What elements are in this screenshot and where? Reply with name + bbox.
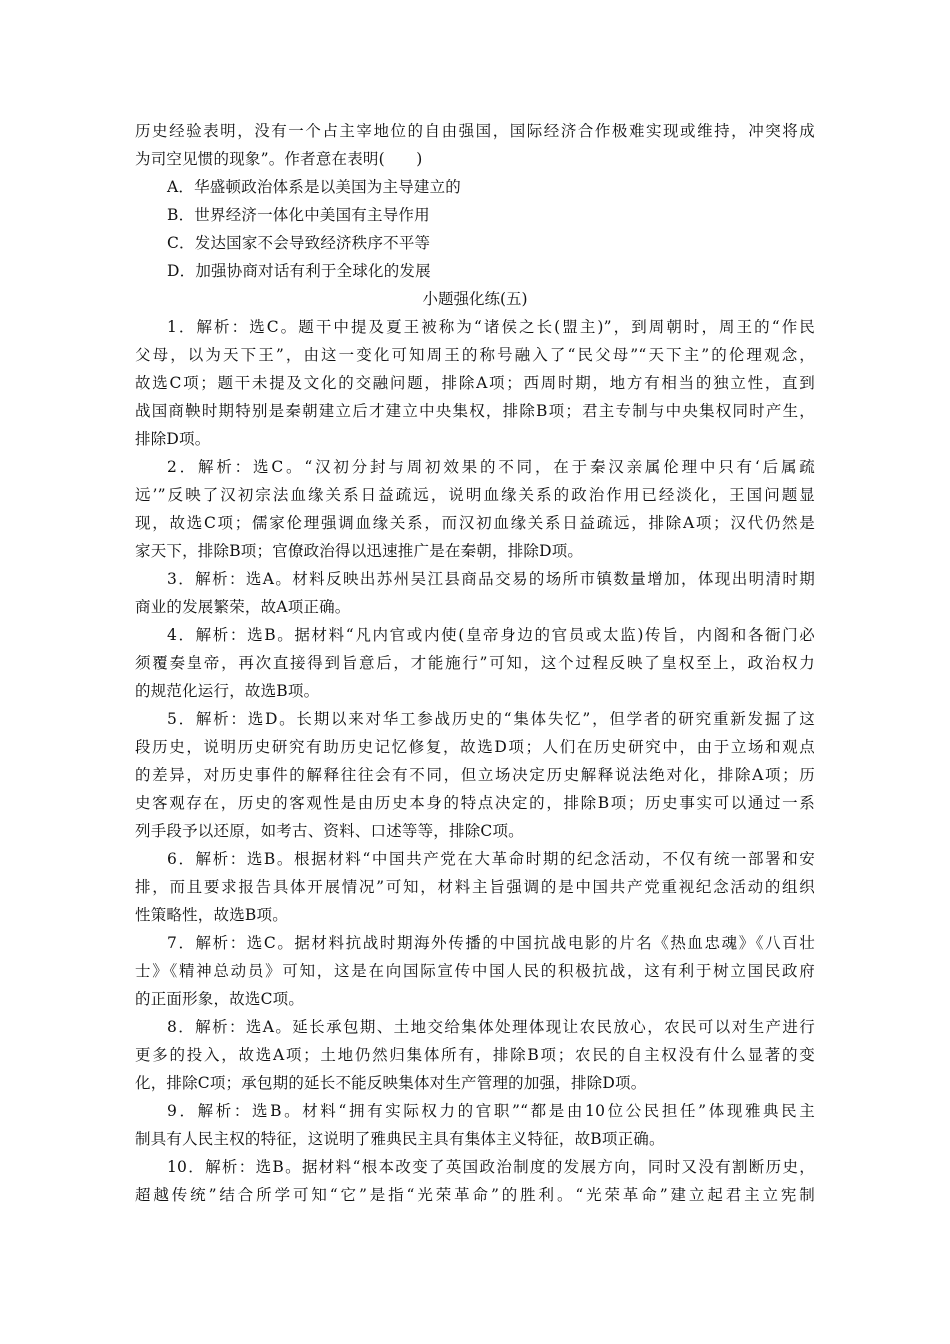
option-b: B．世界经济一体化中美国有主导作用 <box>167 206 430 224</box>
answer-item <box>135 453 815 565</box>
answer-line: 故选C项；题干未提及文化的交融问题，排除A项；西周时期，地方有相当的独立性，直到 <box>135 374 815 392</box>
answer-line: 10．解析：选B。据材料“根本改变了英国政治制度的发展方向，同时又没有割断历史， <box>167 1158 815 1176</box>
answer-item <box>135 929 815 1013</box>
answer-line: 5．解析：选D。长期以来对华工参战历史的“集体失忆”，但学者的研究重新发掘了这 <box>167 710 815 728</box>
answer-list <box>135 313 815 1209</box>
answer-line: 远’”反映了汉初宗法血缘关系日益疏远，说明血缘关系的政治作用已经淡化，王国问题显 <box>135 486 815 504</box>
answer-line: 8．解析：选A。延长承包期、土地交给集体处理体现让农民放心，农民可以对生产进行 <box>167 1018 815 1036</box>
answer-item <box>135 565 815 621</box>
answer-line: 2．解析：选C。“汉初分封与周初效果的不同，在于秦汉亲属伦理中只有‘后属疏 <box>167 458 815 476</box>
answer-line: 的差异，对历史事件的解释往往会有不同，但立场决定历史解释说法绝对化，排除A项；历 <box>135 766 815 784</box>
option-c: C．发达国家不会导致经济秩序不平等 <box>167 234 431 252</box>
answer-item <box>135 1013 815 1097</box>
answer-line: 史客观存在，历史的客观性是由历史本身的特点决定的，排除B项；历史事实可以通过一系 <box>135 794 815 812</box>
answer-line: 6．解析：选B。根据材料“中国共产党在大革命时期的纪念活动，不仅有统一部署和安 <box>167 850 815 868</box>
answer-line: 排，而且要求报告具体开展情况”可知，材料主旨强调的是中国共产党重视纪念活动的组织 <box>135 878 815 896</box>
answer-item <box>135 1153 815 1209</box>
section-title: 小题强化练(五) <box>422 290 528 308</box>
answer-line: 排除D项。 <box>135 430 211 448</box>
answer-line: 3．解析：选A。材料反映出苏州吴江县商品交易的场所市镇数量增加，体现出明清时期 <box>167 570 815 588</box>
answer-line: 士》《精神总动员》可知，这是在向国际宣传中国人民的积极抗战，这有利于树立国民政府 <box>135 962 815 980</box>
question-options <box>135 173 815 285</box>
question-stem-line: 历史经验表明，没有一个占主宰地位的自由强国，国际经济合作极难实现或维持，冲突将成 <box>135 122 815 140</box>
answer-line: 7．解析：选C。据材料抗战时期海外传播的中国抗战电影的片名《热血忠魂》《八百壮 <box>167 934 815 952</box>
option-a: A．华盛顿政治体系是以美国为主导建立的 <box>167 178 461 196</box>
answer-line: 列手段予以还原，如考古、资料、口述等等，排除C项。 <box>135 822 524 840</box>
answer-line: 段历史，说明历史研究有助历史记忆修复，故选D项；人们在历史研究中，由于立场和观点 <box>135 738 815 756</box>
answer-item <box>135 845 815 929</box>
answer-item <box>135 621 815 705</box>
answer-line: 性策略性，故选B项。 <box>135 906 288 924</box>
answer-line: 化，排除C项；承包期的延长不能反映集体对生产管理的加强，排除D项。 <box>135 1074 647 1092</box>
answer-item <box>135 705 815 845</box>
answer-line: 9．解析：选B。材料“拥有实际权力的官职”“都是由10位公民担任”体现雅典民主 <box>167 1102 815 1120</box>
document-page <box>135 117 815 1209</box>
answer-line: 超越传统”结合所学可知“它”是指“光荣革命”的胜利。“光荣革命”建立起君主立宪制 <box>135 1186 815 1204</box>
answer-line: 家天下，排除B项；官僚政治得以迅速推广是在秦朝，排除D项。 <box>135 542 584 560</box>
answer-line: 的规范化运行，故选B项。 <box>135 682 320 700</box>
answer-line: 父母，以为天下王”，由这一变化可知周王的称号融入了“民父母”“天下主”的伦理观念， <box>135 346 815 364</box>
option-d: D．加强协商对话有利于全球化的发展 <box>167 262 431 280</box>
answer-line: 战国商鞅时期特别是秦朝建立后才建立中央集权，排除B项；君主专制与中央集权同时产生， <box>135 402 815 420</box>
answer-line: 更多的投入，故选A项；土地仍然归集体所有，排除B项；农民的自主权没有什么显著的变 <box>135 1046 815 1064</box>
answer-line: 1．解析：选C。题干中提及夏王被称为“诸侯之长(盟主)”，到周朝时，周王的“作民 <box>167 318 815 336</box>
question-stem-line: 为司空见惯的现象”。作者意在表明( ) <box>135 150 423 168</box>
answer-item <box>135 313 815 453</box>
answer-line: 须覆奏皇帝，再次直接得到旨意后，才能施行”可知，这个过程反映了皇权至上，政治权力 <box>135 654 815 672</box>
question-stem <box>135 117 815 173</box>
answer-line: 4．解析：选B。据材料“凡内官或内使(皇帝身边的官员或太监)传旨，内阁和各衙门必 <box>167 626 815 644</box>
answer-line: 的正面形象，故选C项。 <box>135 990 305 1008</box>
answer-line: 现，故选C项；儒家伦理强调血缘关系，而汉初血缘关系日益疏远，排除A项；汉代仍然是 <box>135 514 815 532</box>
answer-item <box>135 1097 815 1153</box>
answer-line: 商业的发展繁荣，故A项正确。 <box>135 598 351 616</box>
answer-line: 制具有人民主权的特征，这说明了雅典民主具有集体主义特征，故B项正确。 <box>135 1130 665 1148</box>
